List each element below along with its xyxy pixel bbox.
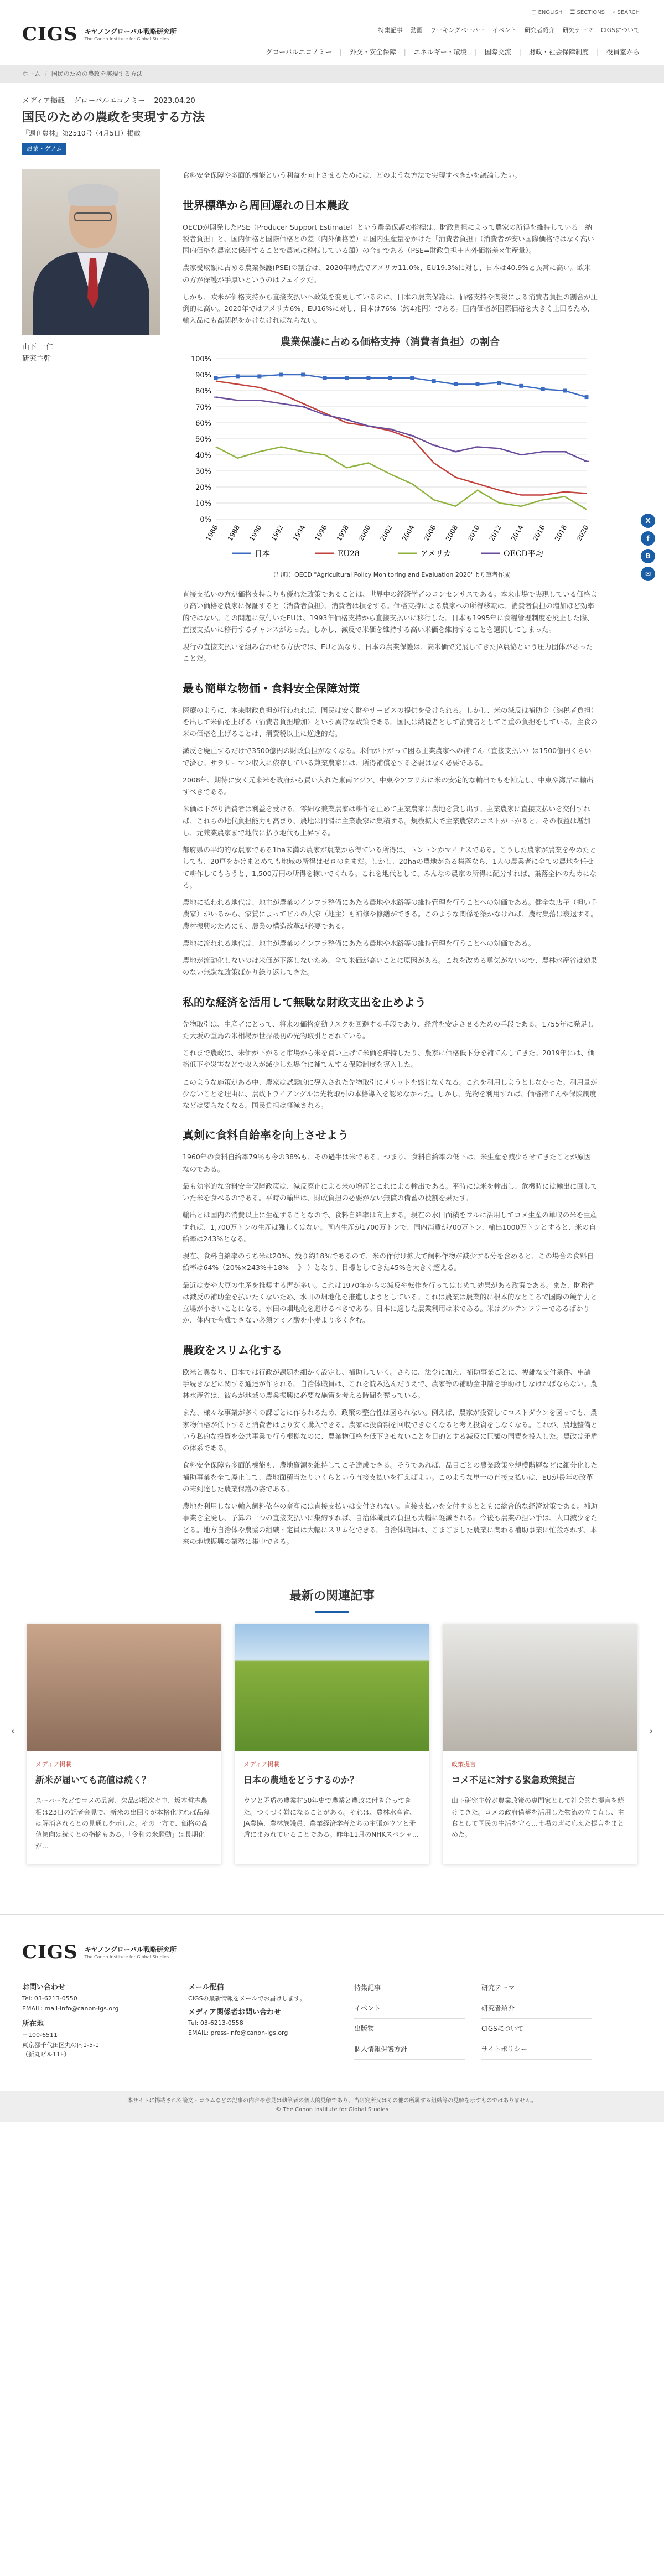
- paragraph: 農地が流動化しないのは米価が下落しないため、全て米価が高いことに原因がある。これを改める勇気がないので、農林水産省は効果のない無駄な政策ばかり繰り返してきた。: [183, 956, 598, 977]
- section-heading: 私的な経済を活用して無駄な財政支出を止めよう: [183, 995, 426, 1009]
- footer-link[interactable]: 研究テーマ: [481, 1982, 592, 1998]
- data-point: [410, 376, 414, 380]
- primary-nav: [378, 25, 640, 36]
- page-title: 国民のための農政を実現する方法: [22, 111, 205, 125]
- data-point: [279, 373, 283, 377]
- footer-link[interactable]: 出版物: [354, 2023, 465, 2039]
- nav-separator: |: [518, 48, 521, 56]
- paragraph: しかも、欧米が価格支持から直接支払いへ政策を変更しているのに、日本の農業保護は、価格支持や関税による消費者負担の割合が圧倒的に高い。2020年ではアメリカ6%、EU16%に対し、日本は76%（約4兆円）である。国内価格が国際価格を大きく上回るため、輸入品にも高関税をかけなければならない。: [183, 292, 598, 325]
- nav-international[interactable]: 国際交流: [484, 48, 511, 56]
- paragraph: 最も効率的な食料安全保障政策は、減反廃止による米の増産とこれによる輸出である。平時には米を輸出し、危機時には輸出に回していた米を食べるのである。平時の輸出は、財政負担の必要がない無償の備蓄の役割を果たす。: [183, 1181, 598, 1202]
- nav-separator: |: [403, 48, 406, 56]
- author-photo: [22, 169, 160, 335]
- related-heading: 最新の関連記事: [289, 1589, 375, 1603]
- nav-energy[interactable]: エネルギー・環境: [413, 48, 467, 56]
- legend-label: EU28: [338, 550, 360, 559]
- card-category: 政策提言: [452, 1761, 476, 1769]
- nav-about[interactable]: CIGSについて: [600, 27, 640, 34]
- article-category[interactable]: グローバルエコノミー: [73, 97, 146, 105]
- card-image: [235, 1624, 429, 1751]
- card-image: [27, 1624, 221, 1751]
- hatena-share-icon[interactable]: B: [641, 549, 655, 563]
- data-point: [541, 387, 545, 391]
- data-point: [563, 389, 567, 393]
- article-source: 『週刊農林』第2510号（4月5日）掲載: [22, 129, 141, 137]
- y-tick-label: 90%: [195, 371, 211, 380]
- paragraph: 直接支払いの方が価格支持よりも優れた政策であることは、世界中の経済学者のコンセンサスである。本来市場で実現している価格より高い価格を農家に保証すると（消費者負担）、消費者は損をする。価格支持による農家への所得移転は、消費者負担の増加ほど効率的ではない。この問題に気付いたEUは、1993年価格支持から直接支払いに移行した。日本も1995年に食糧管理制度を廃止した際、直接支払いに移行するチャンスがあった。しかし、減反で米価を維持する高い米価を維持することを選択してしまった。: [183, 590, 598, 634]
- nav-separator: |: [339, 48, 342, 56]
- author-role: 研究主幹: [22, 355, 51, 364]
- paragraph: 現在、食料自給率のうち米は20%、残り約18%であるので、米の作付け拡大で飼料作物が減少する分を含めると、この場合の食料自給率は64%（20%×243%＋18%＝ 》 ）となり、目標としてきた45%を大きく超える。: [183, 1252, 594, 1272]
- section-heading: 世界標準から周回遅れの日本農政: [183, 198, 349, 212]
- series-line: [216, 375, 587, 397]
- mail-title[interactable]: メール配信: [188, 1983, 224, 1992]
- footer-bottom: [0, 2091, 664, 2122]
- article-header: [0, 83, 664, 155]
- card-excerpt: ウソと矛盾の農業村50年史で農業と農政に付き合ってきた。つくづく嫌になることがある。それは、農林水産省、JA農協、農林族議員、農業経済学者たちの主張がウソと矛盾にまみれていることである。昨年11月のNHKスペシャ…: [243, 1797, 419, 1839]
- facebook-share-icon[interactable]: f: [641, 531, 655, 546]
- nav-working-papers[interactable]: ワーキングペーパー: [430, 27, 485, 34]
- related-card[interactable]: [27, 1624, 221, 1864]
- paragraph: 食料安全保障も多面的機能も、農地資源を維持してこそ達成できる。そうであれば、品目ごとの農業政策や規模階層などに細分化した補助事業を全て廃止して、農地面積当たりいくらという直接支払いを行えばよい。このような単一の直接支払いは、EUが長年の改革の末到達した農業保護の姿である。: [183, 1461, 598, 1493]
- series-line: [216, 381, 587, 495]
- x-tick-label: 1992: [269, 524, 285, 543]
- section-heading: 最も簡単な物価・食料安全保障対策: [183, 681, 360, 695]
- paragraph: 医療のように、本来財政負担が行われれば、国民は安く財やサービスの提供を受けられる。しかし、米の減反は補助金（納税者負担）を出して米価を上げる（消費者負担増加）という異常な政策である。国民は納税者として消費者としてこ重の負担をしている。主食の米の価格を上げることは、消費税以上に逆進的だ。: [183, 706, 598, 738]
- nav-separator: |: [474, 48, 477, 56]
- legend-label: 日本: [255, 550, 270, 559]
- paragraph: また、様々な事業が多くの課ごとに作られるため、政策の整合性は図られない。例えば、農家が投資してコストダウンを図っても、農家物価格が低下すると消費者はより安く購入できる。農家は投資額を回収できなくなると考え投資をしなくなる。これが、農地整備という私的な投資を公共事業で行う根拠なのに、農業物価格を低下させないことを目的とする減反に巨額の国費を投入した。農政は矛盾の体系である。: [183, 1408, 598, 1452]
- footer-link[interactable]: CIGSについて: [481, 2023, 592, 2039]
- data-point: [454, 382, 458, 386]
- card-category: メディア掲載: [35, 1761, 72, 1769]
- chart-caption: （出典）OECD "Agricultural Policy Monitoring and Evaluation 2020"より筆者作成: [270, 571, 510, 579]
- article-lead: 食料安全保障や多面的機能という利益を向上させるためには、どのような方法で実現すべきかを議論したい。: [183, 171, 522, 180]
- nav-features[interactable]: 特集記事: [378, 27, 403, 34]
- topic-tag[interactable]: 農業・ゲノム: [22, 143, 66, 155]
- paragraph: 先物取引は、生産者にとって、将来の価格変動リスクを回避する手段であり、経営を安定させるための手段である。1755年に発足した大坂の堂島の米相場が世界最初の先物取引とされている。: [183, 1019, 594, 1040]
- card-title[interactable]: 新米が届いても高値は続く？: [35, 1775, 151, 1786]
- x-tick-label: 2016: [531, 524, 547, 543]
- section-heading: 農政をスリム化する: [183, 1343, 282, 1357]
- x-tick-label: 1994: [291, 524, 307, 543]
- mail-share-icon[interactable]: ✉: [641, 567, 655, 581]
- footer-link[interactable]: 個人情報保護方針: [354, 2044, 465, 2060]
- x-tick-label: 2020: [575, 524, 590, 543]
- x-tick-label: 1996: [313, 524, 329, 543]
- related-card[interactable]: [235, 1624, 429, 1864]
- paragraph: 米価は下がり消費者は利益を受ける。零細な兼業農家は耕作を止めて主業農家に農地を貸し出す。主業農家に直接支払いを交付すれば、これらの地代負担能力も高まり、農地は円滑に主業農家に集積する。規模拡大で主業農家のコストが下がると、その収益は増加し、元兼業農家まで地代に払う地代も上昇する。: [183, 805, 591, 837]
- y-tick-label: 20%: [195, 484, 211, 493]
- utility-nav: [531, 8, 640, 17]
- card-image: [443, 1624, 637, 1751]
- series-line: [216, 447, 587, 510]
- x-tick-label: 1986: [204, 524, 220, 543]
- y-tick-label: 10%: [195, 500, 211, 509]
- paragraph: 農地を利用しない輸入飼料依存の畜産には直接支払いは交付されない。直接支払いを交付するとともに総合的な経済対策である。補助事業を全廃し、予算の一つの直接支払いに集約すれば、自治体職員の負担も大幅に軽減される。今後も農業の担い手は、人口減少をたどる。地方自治体や農協の組織・定員は大幅にスリム化できる。自治体職員は、こまごました農業に関わる補助事業に忙殺されず、本来の地域振興の業務に集中できる。: [183, 1502, 598, 1546]
- utility-english[interactable]: ▢ ENGLISH: [531, 9, 563, 15]
- x-tick-label: 2008: [444, 524, 460, 543]
- chart: [183, 334, 598, 568]
- nav-fiscal[interactable]: 財政・社会保障制度: [528, 48, 589, 56]
- data-point: [236, 375, 240, 379]
- address-title: 所在地: [22, 2020, 44, 2029]
- logo-english: The Canon Institute for Global Studies: [84, 36, 169, 42]
- breadcrumb: [0, 65, 664, 83]
- nav-global-economy[interactable]: グローバルエコノミー: [266, 48, 332, 56]
- footer-logo-english: The Canon Institute for Global Studies: [84, 1954, 169, 1960]
- related-articles: [0, 1586, 664, 1864]
- logo-mark: CIGS: [22, 23, 78, 45]
- card-excerpt: スーパーなどでコメの品薄、欠品が相次ぐ中、坂本哲志農相は23日の記者会見で、新米の出回りが本格化すれば品薄は解消されるとの見通しを示した。その一方で、価格の高値傾向は続くとの指摘もある。「令和の米騒動」は長期化が…: [35, 1797, 210, 1850]
- data-point: [323, 376, 327, 380]
- data-point: [301, 373, 305, 377]
- paragraph: 最近は麦や大豆の生産を推奨する声が多い。これは1970年からの減反や転作を行ってはじめて効果がある政策である。また、財務省は減反の補助金を払いたくないため、水田の畑地化を推進しようとしている。これは農業は農業的に根本的なところで国際の競争力と立場が小さいことになる。水田の畑地化を避けるべきである。日本に適した農業利用は米である。米はグルテンフリーであるばかりか、体内で合成できない必須アミノ酸を小麦より多く含む。: [183, 1281, 598, 1325]
- search-icon: ⌕: [612, 9, 616, 15]
- footer-logo-mark: CIGS: [22, 1941, 78, 1964]
- x-tick-label: 2002: [378, 524, 394, 543]
- paragraph: OECDが開発したPSE（Producer Support Estimate）という農業保護の指標は、財政負担によって農家の所得を維持している「納税者負担」と、国内価格と国際価格との差（内外価格差）に国内生産量をかけた「消費者負担」（消費者が安い国際価格ではなく高い国内価格を農家に保証することで農家に移転している額）の合計である（PSE=財政負担＋内外価格差×生産量）。: [183, 222, 594, 255]
- copyright: © The Canon Institute for Global Studies: [276, 2107, 388, 2113]
- paragraph: これまで農政は、米価が下がると市場から米を買い上げて米価を維持したり、農家に価格低下分を補てんしてきた。2019年には、価格低下や災害などで収入が減少した場合に補てんする保険制度を導入した。: [183, 1049, 595, 1069]
- disclaimer: 本サイトに掲載された論文・コラムなどの記事の内容や意見は執筆者の個人的見解であり、当研究所又はその他の所属する組織等の見解を示すものではありません。: [127, 2098, 537, 2105]
- logo-japanese: キヤノングローバル戦略研究所: [84, 27, 177, 35]
- contact-title: お問い合わせ: [22, 1983, 66, 1992]
- article-type: メディア掲載: [22, 97, 65, 105]
- data-point: [214, 376, 218, 380]
- y-tick-label: 0%: [200, 516, 211, 525]
- card-title[interactable]: 日本の農地をどうするのか？: [243, 1775, 359, 1786]
- footer-logo-japanese: キヤノングローバル戦略研究所: [84, 1946, 177, 1954]
- y-tick-label: 70%: [195, 403, 211, 412]
- x-tick-label: 1990: [248, 524, 263, 543]
- paragraph: 輸出とは国内の消費以上に生産することなので、食料自給率は向上する。現在の水田面積をフルに活用してコメ生産の単収の米を生産すれば、1,700万トンの生産は難しくはない。国内生産が1700万トンで、国内消費が700万トン、輸出1000万トンとすると、米の自給率は243%となる。: [183, 1211, 598, 1243]
- address-text: 〒100-6511 東京都千代田区丸の内1-5-1 （新丸ビル11F）: [22, 2031, 99, 2059]
- category-nav: [266, 46, 640, 58]
- footer-link[interactable]: 特集記事: [354, 1982, 465, 1998]
- x-tick-label: 2004: [400, 524, 416, 543]
- x-share-icon[interactable]: X: [641, 514, 655, 528]
- card-title[interactable]: コメ不足に対する緊急政策提言: [452, 1775, 576, 1786]
- author-sidebar: [22, 169, 160, 1553]
- next-arrow-icon[interactable]: ›: [649, 1725, 653, 1738]
- paragraph: 2008年、期待に安く元来米を政府から買い入れた東南アジア、中東やアフリカに米の安定的な輸出でもを補完し、中東や湾岸に輸出すべきである。: [183, 775, 594, 796]
- y-tick-label: 40%: [195, 452, 211, 460]
- x-tick-label: 2014: [509, 524, 525, 543]
- data-point: [475, 382, 479, 386]
- utility-search[interactable]: ⌕ SEARCH: [613, 8, 640, 17]
- data-point: [585, 395, 589, 399]
- contact-mail[interactable]: EMAIL: mail-info@canon-igs.org: [22, 2004, 119, 2012]
- data-point: [366, 376, 370, 380]
- paragraph: 減反を廃止するだけで3500億円の財政負担がなくなる。米価が下がって困る主業農家への補てん（直接支払い）は1500億円くらいで済む。サラリーマン収入に依存している兼業農家には、所得補償をする必要はなく必要である。: [183, 747, 592, 767]
- paragraph: 現行の直接支払いを組み合わせる方法では、EUと異なり、日本の農業保護は、高米価で発展してきたJA農協という圧力団体があったことだ。: [183, 642, 593, 663]
- data-point: [497, 381, 501, 385]
- data-point: [388, 376, 392, 380]
- legend-label: アメリカ: [421, 550, 452, 559]
- breadcrumb-home[interactable]: ホーム: [22, 70, 40, 77]
- press-tel: Tel: 03-6213-0558: [188, 2019, 243, 2027]
- data-point: [345, 376, 349, 380]
- y-tick-label: 50%: [195, 436, 211, 444]
- site-footer: [0, 1914, 664, 2075]
- legend-label: OECD平均: [504, 550, 543, 559]
- nav-events[interactable]: イベント: [492, 27, 517, 34]
- footer-links: [354, 1982, 592, 2060]
- y-tick-label: 30%: [195, 468, 211, 476]
- paragraph: 農地に流れれる地代は、地主が農業のインフラ整備にあたる農地や水路等の維持管理を行うことへの対価である。: [183, 939, 536, 947]
- press-mail[interactable]: EMAIL: press-info@canon-igs.org: [188, 2029, 288, 2036]
- paragraph: 都府県の平均的な農家である1ha未満の農家が農業から得ている所得は、トントンかマイナスである。こうした農家が農業をやめたとしても、20戸をかけまとめても地域の所得はゼロのままだ。しかし、20haの農地がある集落なら、1人の農業者に全ての農地を任せて耕作してもらうと、1,500万円の所得を稼いでくれる。これを地代として、みんなの農家の所得に配分すれば、集落全体のためになる。: [183, 846, 597, 889]
- nav-executive[interactable]: 役員室から: [606, 48, 640, 56]
- footer-link[interactable]: 研究者紹介: [481, 2003, 592, 2019]
- nav-research-themes[interactable]: 研究テーマ: [562, 27, 593, 34]
- breadcrumb-separator: /: [45, 70, 47, 77]
- x-tick-label: 2000: [357, 524, 372, 543]
- y-tick-label: 80%: [195, 387, 211, 396]
- nav-videos[interactable]: 動画: [410, 27, 423, 34]
- x-tick-label: 2018: [553, 524, 569, 543]
- chart-title: 農業保護に占める価格支持（消費者負担）の割合: [281, 336, 500, 348]
- data-point: [432, 379, 436, 383]
- x-tick-label: 2006: [422, 524, 438, 543]
- data-point: [257, 375, 261, 379]
- site-header: [0, 0, 664, 65]
- card-category: メディア掲載: [243, 1761, 280, 1769]
- site-logo[interactable]: [22, 19, 177, 51]
- prev-arrow-icon[interactable]: ‹: [11, 1725, 15, 1738]
- x-tick-label: 1998: [335, 524, 351, 543]
- card-excerpt: 山下研究主幹が農業政策の専門家として社会的な提言を続けてきた。コメの政府備蓄を活用した物流の立て直し、主食として国民の生活を守る…市場の声に応えた提言をまとめた。: [452, 1797, 625, 1839]
- mail-text: CIGSの最新情報をメールでお届けします。: [188, 1994, 306, 2002]
- section-heading: 真剣に食料自給率を向上させよう: [183, 1128, 349, 1142]
- article-date: 2023.04.20: [154, 97, 195, 105]
- article-body: [183, 169, 598, 1553]
- utility-sections[interactable]: ☰ SECTIONS: [570, 9, 605, 15]
- paragraph: 農家受取額に占める農業保護(PSE)の割合は、2020年時点でアメリカ11.0%、EU19.3%に対し、日本は40.9%と異常に高い。欧米の方が保護が手厚いというのはフェイクだ。: [183, 263, 591, 284]
- paragraph: 1960年の食料自給率79％も今の38%も、その過半は米である。つまり、食料自給率の低下は、米生産を減少させてきたことが原因なのである。: [183, 1153, 592, 1173]
- x-tick-label: 1988: [226, 524, 242, 543]
- nav-researchers[interactable]: 研究者紹介: [524, 27, 555, 34]
- contact-tel: Tel: 03-6213-0550: [22, 1994, 77, 2002]
- press-title: メディア関係者お問い合わせ: [188, 2008, 281, 2017]
- footer-link[interactable]: イベント: [354, 2003, 465, 2019]
- breadcrumb-current: 国民のための農政を実現する方法: [51, 70, 143, 77]
- author-name[interactable]: 山下 一仁: [22, 343, 54, 352]
- nav-separator: |: [596, 48, 599, 56]
- y-tick-label: 60%: [195, 419, 211, 428]
- footer-link[interactable]: サイトポリシー: [481, 2044, 592, 2060]
- chart-svg: [183, 353, 598, 563]
- related-card[interactable]: [443, 1624, 637, 1864]
- nav-diplomacy[interactable]: 外交・安全保障: [349, 48, 396, 56]
- x-tick-label: 2012: [487, 524, 503, 543]
- paragraph: 農地に払われる地代は、地主が農業のインフラ整備にあたる農地や水路等の維持管理を行うことへの対価である。健全な店子（担い手農家）がいるから、家賃によってビルの大家（地主）も補修や修繕ができる。このような関係を築かなければ、農村集落は衰退する。農村振興のためにも、農業の構造改革が必要である。: [183, 898, 598, 930]
- x-tick-label: 2010: [466, 524, 481, 543]
- data-point: [519, 384, 523, 388]
- paragraph: このような施策がある中、農家は試験的に導入された先物取引にメリットを感じなくなる。これを利用しようとしなかった。利用量が少ないことを理由に、農政トライアングルは先物取引の本格導入を認めなかった。しかし、先物を利用すれば、価格補てんや保険制度などは要らなくなる。国民負担は軽減される。: [183, 1077, 598, 1110]
- share-bar: [641, 514, 655, 581]
- footer-logo[interactable]: [22, 1937, 642, 1969]
- y-tick-label: 100%: [190, 355, 211, 364]
- paragraph: 欧米と異なり、日本では行政が課題を細かく設定し、補助していく。さらに、法令に加え、補助事業ごとに、複雑な交付条件、申請手続きなどに関する通達が作られる。自治体職員は、これを読み込んだうえで、農家等の補助金申請を手助けしなければならない。農林水産省は、彼らが地域の農業振興に必要な施策を考える時間を奪っている。: [183, 1367, 598, 1400]
